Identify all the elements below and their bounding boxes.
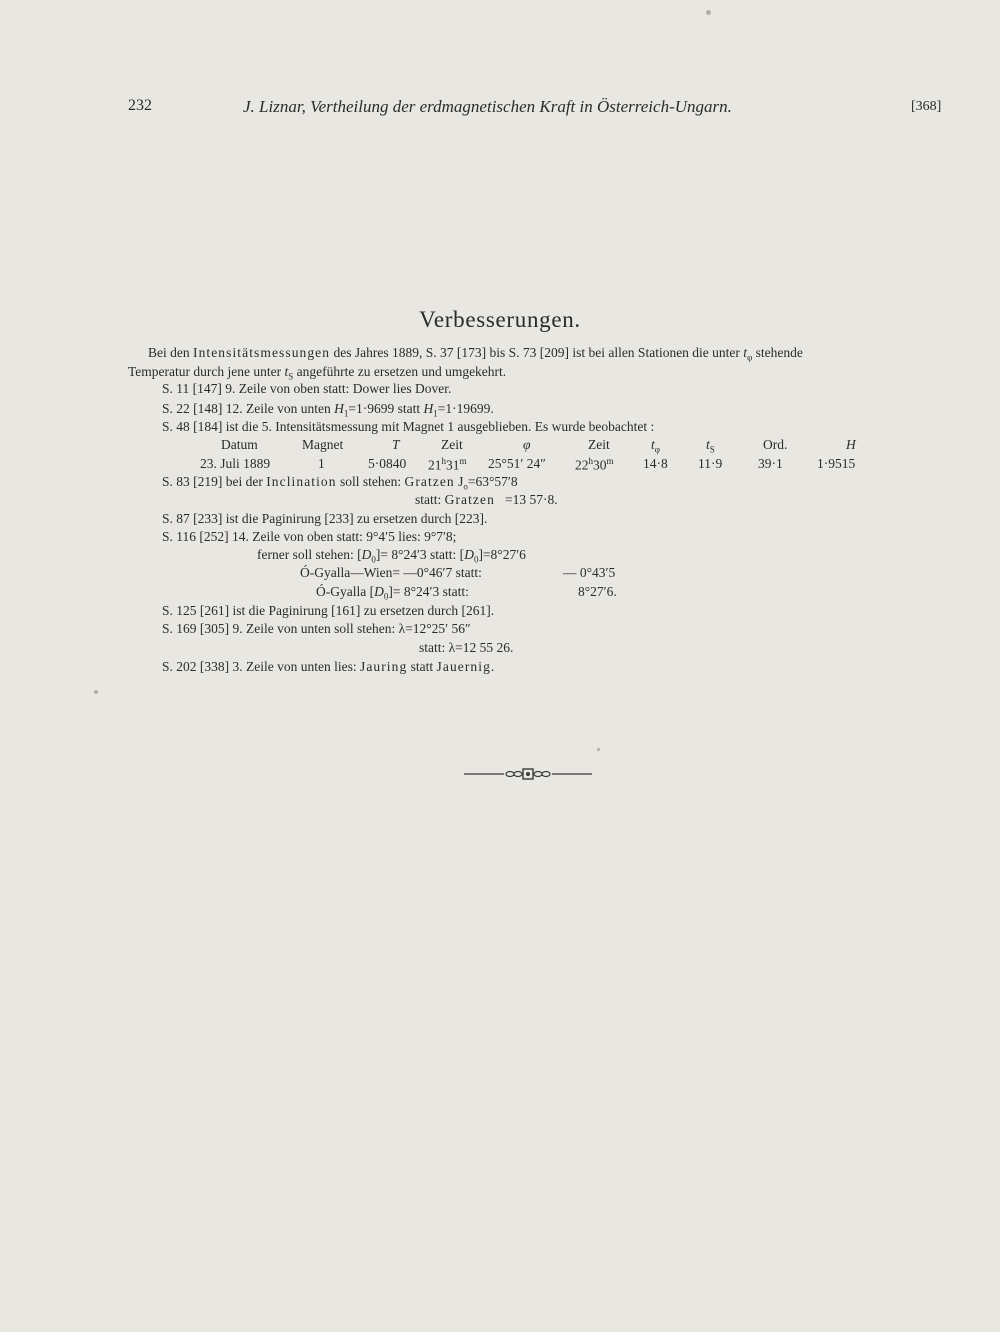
correction-s116-1: S. 116 [252] 14. Zeile von oben statt: 9°4′5 lies: 9°7′8; (162, 529, 457, 544)
running-title (243, 97, 732, 117)
th-t: T (392, 437, 400, 452)
td-t-s: 11·9 (698, 456, 723, 471)
th-datum: Datum (221, 437, 258, 452)
correction-s83: S. 83 [219] bei der Inclination soll stehen: Gratzen $J_o=63^\circ 57'8$ (162, 474, 518, 492)
author: J. Liznar (243, 97, 302, 116)
th-zeit-1: Zeit (441, 437, 463, 452)
td-datum: 23. Juli 1889 (200, 456, 271, 471)
correction-s125: S. 125 [261] ist die Paginirung [161] zu ersetzen durch [261]. (162, 603, 495, 618)
td-t: 5·0840 (368, 456, 407, 471)
correction-s87: S. 87 [233] ist die Paginirung [233] zu ersetzen durch [223]. (162, 511, 488, 526)
section-title: Verbesserungen. (419, 307, 581, 332)
correction-s116-4b: 8°27′6. (578, 584, 617, 599)
th-h: H (846, 437, 856, 452)
correction-s11: S. 11 [147] 9. Zeile von oben statt: Dower lies Dover. (162, 381, 452, 396)
page-number: 232 (128, 97, 152, 114)
correction-s22: S. 22 [148] 12. Zeile von unten $H_1=1\cdot 9699$ statt $H_1=1\cdot 19699$. (162, 401, 494, 419)
correction-s116-3b: — 0°43′5 (563, 565, 616, 580)
correction-s116-4: Ó-Gyalla $[D_0]= 8^\circ 24'3$ statt: (316, 584, 469, 602)
th-zeit-2: Zeit (588, 437, 610, 452)
scan-speck (94, 690, 98, 694)
th-magnet: Magnet (302, 437, 344, 452)
td-phi: 25°51′ 24″ (488, 456, 546, 471)
td-magnet: 1 (318, 456, 325, 471)
title-text: , Vertheilung der erdmagnetischen Kraft in Österreich-Ungarn. (301, 97, 732, 116)
td-zeit-2: 22$^h$30$^m$ (575, 456, 614, 473)
td-zeit-1: 21$^h$31$^m$ (428, 456, 467, 473)
correction-s116-3: Ó-Gyalla—Wien= —0°46′7 statt: (300, 565, 482, 580)
bracket-page: [368] (911, 99, 942, 114)
th-ord: Ord. (763, 437, 788, 452)
td-t-phi: 14·8 (643, 456, 668, 471)
correction-s169-2: statt: λ=12 55 26. (419, 640, 514, 655)
intro-line-1: Bei den Intensitätsmessungen des Jahres 1889, S. 37 [173] bis S. 73 [209] ist bei allen Stationen die unter $t_\varphi$ stehende (148, 345, 803, 363)
scan-speck (706, 10, 711, 15)
ornament-divider (464, 766, 592, 782)
td-h: 1·9515 (817, 456, 856, 471)
correction-s48: S. 48 [184] ist die 5. Intensitätsmessung mit Magnet 1 ausgeblieben. Es wurde beobachtet : (162, 419, 655, 434)
correction-s83-statt: statt: Gratzen =13 57·8. (415, 492, 558, 507)
correction-s116-2: ferner soll stehen: $[D_0]= 8^\circ 24'3$ statt: $[D_0]=8^\circ 27'6$ (257, 547, 526, 565)
th-t-phi: $t_\varphi$ (651, 437, 660, 455)
scan-speck (597, 748, 600, 751)
th-t-s: $t_S$ (706, 437, 715, 455)
intro-line-2: Temperatur durch jene unter $t_S$ angeführte zu ersetzen und umgekehrt. (128, 364, 507, 382)
th-phi: φ (523, 437, 531, 452)
correction-s169-1: S. 169 [305] 9. Zeile von unten soll stehen: λ=12°25′ 56″ (162, 621, 471, 636)
td-ord: 39·1 (758, 456, 783, 471)
correction-s202: S. 202 [338] 3. Zeile von unten lies: Jauring statt Jauernig. (162, 659, 496, 674)
